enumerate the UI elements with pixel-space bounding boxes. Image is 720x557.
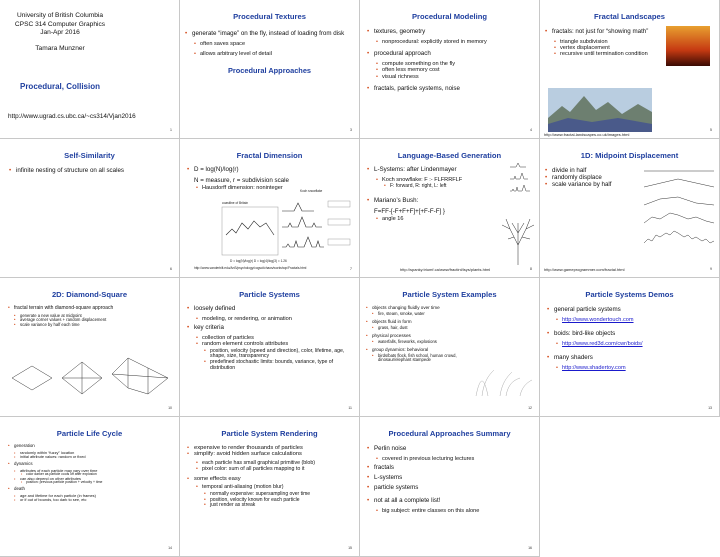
section-heading: Procedural Approaches	[227, 66, 312, 75]
bullet-list	[372, 333, 535, 338]
slide-procedural-approaches-summary	[360, 417, 540, 557]
course-date: Jan-Apr 2016	[40, 29, 80, 37]
slide-fractal-landscapes	[540, 0, 720, 139]
slide-heading: Particle Life Cycle	[56, 429, 123, 438]
bullet: • procedural approach	[374, 51, 535, 58]
bullet-continuation: N = measure, r = subdivision scale	[194, 176, 289, 184]
bullet-continuation: F=FF-[-F+F+F]+[+F-F-F] }	[374, 207, 445, 215]
sub-bullet: • initial attribute values: random or fixed	[20, 455, 175, 459]
bullet: • some effects easy	[194, 476, 355, 482]
dimension-formula: D = log(N)/log(r) D = log(4)/log(3) = 1.26	[230, 259, 287, 263]
slide-diamond-square	[0, 278, 180, 417]
bullet: • expensive to render thousands of particles	[194, 445, 355, 451]
bullet: • objects changing fluidly over time	[372, 305, 535, 310]
slide-heading: Fractal Landscapes	[594, 12, 665, 21]
source-url[interactable]: http://www.fractal-landscapes.co.uk/images.html	[544, 132, 630, 137]
lecture-title: Procedural, Collision	[19, 82, 100, 91]
sub-bullet: • nonprocedural: explicitly stored in memory	[382, 39, 535, 45]
page-number: 9	[710, 267, 712, 271]
sub-bullet: • recursive until termination condition	[560, 51, 661, 57]
bullet-list	[554, 331, 715, 338]
sub-bullet-list	[562, 341, 715, 347]
bullet-list	[554, 355, 715, 362]
fractal-tree-image	[666, 26, 710, 66]
sub-sub-bullet-list	[26, 481, 175, 485]
bullet: • textures, geometry	[374, 29, 535, 36]
sub-bullet: • modeling, or rendering, or animation	[202, 316, 353, 322]
sub-bullet: • angle 16	[382, 216, 535, 222]
sub-bullet: • compute something on the fly	[382, 61, 535, 67]
bullet: • particle systems	[374, 485, 535, 492]
slide-heading: Self-Similarity	[64, 151, 115, 160]
sub-bullet: • or if out of bounds, too dark to see, etc	[20, 498, 175, 502]
sub-bullet: • often less memory cost	[382, 67, 535, 73]
page-number: 7	[350, 267, 352, 271]
sub-sub-bullet: • color darker as particle cools off after explosion	[26, 473, 175, 477]
bullet: • fractal terrain with diamond-square approach	[14, 306, 177, 312]
bullet-list	[194, 445, 355, 458]
sub-bullet-list	[20, 451, 175, 460]
bullet-list	[554, 307, 715, 314]
bullet-list	[194, 306, 353, 313]
sub-bullet: • Koch snowflake: F :- FLFRRFLF	[382, 177, 535, 183]
bullet-list	[372, 347, 442, 352]
slide-heading: Particle System Examples	[402, 290, 497, 299]
demo-link[interactable]: • http://www.red3d.com/cwr/boids/	[562, 341, 715, 347]
bullet-list	[374, 29, 535, 36]
course-url[interactable]: http://www.ugrad.cs.ubc.ca/~cs314/Vjan2016	[8, 113, 136, 120]
sub-sub-bullet: • position, velocity (speed and direction), color, lifetime, age, shape, size, transparency	[210, 349, 353, 361]
bullet: • simplify: avoid hidden surface calculations	[194, 451, 355, 457]
koch-lsystem-figure	[508, 159, 536, 199]
bullet-list	[372, 319, 535, 324]
slide-heading: Particle Systems Demos	[585, 290, 674, 299]
slide-particle-system-examples	[360, 278, 540, 417]
sub-bullet: • can also depend on other attributes	[20, 477, 175, 481]
sub-bullet-list	[382, 508, 535, 514]
slide-heading: Language-Based Generation	[397, 151, 502, 160]
bullet-list	[374, 51, 535, 58]
bullet: • group dynamics: behavioral	[372, 347, 442, 352]
koch-construction-figure	[220, 195, 354, 257]
bullet: • objects fluid in form	[372, 319, 535, 324]
slide-particle-life-cycle	[0, 417, 180, 557]
page-number: 5	[710, 128, 712, 132]
sub-bullet: • randomly within “fuzzy” location	[20, 451, 175, 455]
bullet-list	[14, 462, 175, 467]
slide-heading: Fractal Dimension	[236, 151, 303, 160]
sub-bullet-list	[378, 312, 535, 317]
bullet-list	[374, 86, 535, 93]
sub-bullet-list	[20, 494, 175, 503]
bullet-list	[192, 31, 355, 38]
bullet: • physical processes	[372, 333, 535, 338]
page-number: 11	[348, 406, 352, 410]
sub-bullet-list	[562, 365, 715, 371]
sub-bullet-list	[382, 39, 535, 45]
sub-bullet: • visual richness	[382, 74, 535, 80]
sub-bullet-list	[562, 317, 715, 323]
slide-heading: Procedural Approaches Summary	[388, 429, 511, 438]
slide-procedural-textures	[180, 0, 360, 139]
sub-bullet: • birds/bats flock, fish school, human crowd, dinosaur/elephant stampede	[378, 354, 470, 363]
bullet: • Perlin noise	[374, 446, 535, 453]
sub-bullet: • generate a new value at midpoint	[20, 314, 177, 319]
slide-heading: 2D: Diamond-Square	[51, 290, 128, 299]
sub-bullet-list	[202, 185, 355, 191]
sub-bullet-list	[560, 39, 661, 58]
bullet: • fractals, particle systems, noise	[374, 86, 535, 93]
page-number: 10	[168, 406, 172, 410]
bullet: • key criteria	[194, 325, 353, 332]
sub-bullet: • often saves space	[200, 41, 355, 47]
sub-bullet: • grass, hair, dust	[378, 326, 535, 331]
sub-bullet: • allows arbitrary level of detail	[200, 51, 355, 57]
sub-bullet: • triangle subdivision	[560, 39, 661, 45]
page-number: 4	[530, 128, 532, 132]
particle-examples-image	[470, 366, 536, 400]
page-number: 3	[350, 128, 352, 132]
bullet: • fractals: not just for “showing math”	[552, 29, 661, 36]
sub-bullet: • waterfalls, fireworks, explosions	[378, 340, 535, 345]
sub-bullet: • random element controls attributes	[202, 341, 353, 347]
sub-bullet-list	[382, 456, 535, 462]
sub-sub-bullet: • position: previous particle position + velocity + time	[26, 481, 175, 485]
bullet-list	[14, 444, 175, 449]
slide-heading: Procedural Textures	[233, 12, 306, 21]
bush-image	[500, 215, 536, 265]
sub-bullet-list	[378, 340, 535, 345]
sub-bullet: • covered in previous lecturing lectures	[382, 456, 535, 462]
bullet: • dynamics	[14, 462, 175, 467]
sub-sub-bullet: • just render as streak	[210, 503, 355, 509]
demo-link[interactable]: • http://www.shadertoy.com	[562, 365, 715, 371]
diamond-square-figure	[8, 348, 174, 402]
bullet: • scale variance by half	[552, 182, 629, 189]
page-number: 1	[170, 128, 172, 132]
demo-link[interactable]: • http://www.wondertouch.com	[562, 317, 715, 323]
slide-language-based-generation	[360, 139, 540, 278]
sub-bullet: • temporal anti-aliasing (motion blur)	[202, 485, 355, 491]
course-name: University of British Columbia	[16, 12, 104, 19]
sub-bullet: • scale variance by half each time	[20, 323, 177, 328]
sub-sub-bullet: • position, velocity known for each particle	[210, 498, 355, 504]
slide-particle-systems-demos	[540, 278, 720, 417]
sub-bullet: • each particle has small graphical primitive (blob)	[202, 461, 355, 467]
figure-label-coastline: coastline of Britain	[222, 201, 249, 205]
bullet: • boids: bird-like objects	[554, 331, 715, 338]
bullet-list	[194, 167, 355, 174]
page-number: 15	[348, 546, 352, 550]
bullet: • generate “image” on the fly, instead of loading from disk	[192, 31, 355, 38]
bullet: • fractals	[374, 465, 535, 472]
bullet: • generation	[14, 444, 175, 449]
bullet-list	[552, 29, 661, 36]
sub-bullet-list	[202, 316, 353, 322]
bullet-list	[16, 168, 175, 175]
slide-heading: Procedural Modeling	[411, 12, 488, 21]
source-url[interactable]: http://spanky.triumf.ca/www/fractint/lsys/plants.html	[400, 267, 491, 272]
page-number: 6	[170, 267, 172, 271]
slide-self-similarity	[0, 139, 180, 278]
slide-particle-systems	[180, 278, 360, 417]
sub-bullet-list	[20, 314, 177, 328]
bullet-list	[374, 446, 535, 453]
bullet: • not at all a complete list!	[374, 498, 535, 505]
bullet: • randomly displace	[552, 175, 629, 182]
sub-bullet-list	[378, 326, 535, 331]
course-code: CPSC 314 Computer Graphics	[14, 20, 106, 28]
figure-label-koch: Koch snowflake	[300, 189, 323, 193]
bullet-list	[14, 306, 177, 312]
bullet: • general particle systems	[554, 307, 715, 314]
bullet: • divide in half	[552, 168, 629, 175]
bullet: • infinite nesting of structure on all scales	[16, 168, 175, 175]
sub-bullet: • collection of particles	[202, 335, 353, 341]
sub-bullet: • vertex displacement	[560, 45, 661, 51]
sub-sub-bullet-list	[210, 492, 355, 509]
bullet-list	[372, 305, 535, 310]
bullet: • death	[14, 487, 175, 492]
bullet: • many shaders	[554, 355, 715, 362]
sub-bullet-list	[382, 61, 535, 80]
sub-bullet: • fire, steam, smoke, water	[378, 312, 535, 317]
landscape-image	[548, 88, 652, 132]
slide-procedural-modeling	[360, 0, 540, 139]
page-number: 8	[530, 267, 532, 271]
sub-sub-bullet: • normally expensive: supersampling over time	[210, 492, 355, 498]
slide-particle-system-rendering	[180, 417, 360, 557]
midpoint-displacement-figure	[642, 161, 716, 265]
sub-sub-bullet-list	[210, 349, 353, 372]
source-url[interactable]: http://www.gameprogrammer.com/fractal.html	[544, 267, 625, 272]
bullet-list	[374, 465, 535, 505]
sub-bullet-list	[378, 354, 470, 363]
sub-sub-bullet: • predefined stochastic limits: bounds, variance, type of distribution	[210, 360, 353, 372]
sub-bullet: • average corner values + random displacement	[20, 318, 177, 323]
bullet-list	[194, 325, 353, 332]
page-number: 12	[528, 406, 532, 410]
bullet: • loosely defined	[194, 306, 353, 313]
page-number: 13	[708, 406, 712, 410]
slide-title	[0, 0, 180, 139]
bullet: • L-Systems: after Lindenmayer	[374, 167, 535, 174]
slide-heading: Particle System Rendering	[221, 429, 318, 438]
sub-bullet: • Hausdorff dimension: noninteger	[202, 185, 355, 191]
slide-fractal-dimension	[180, 139, 360, 278]
page-number: 16	[528, 546, 532, 550]
source-url[interactable]: http://www.vanderbilt.edu/AnS/psychology/cogsci/chaos/workshop/Fractals.html	[194, 266, 307, 270]
sub-bullet-list	[202, 461, 355, 473]
bullet-list	[14, 487, 175, 492]
bullet: • L-systems	[374, 475, 535, 482]
slide-heading: 1D: Midpoint Displacement	[580, 151, 679, 160]
sub-bullet: • pixel color: sum of all particles mapping to it	[202, 467, 355, 473]
sub-bullet-list	[202, 335, 353, 348]
slide-heading: Particle Systems	[239, 290, 300, 299]
sub-bullet: • big subject: entire classes on this alone	[382, 508, 535, 514]
sub-bullet: • attributes of each particle may vary over time	[20, 469, 175, 473]
sub-bullet-list	[200, 41, 355, 58]
bullet-list	[552, 168, 629, 189]
page-number: 14	[168, 546, 172, 550]
sub-bullet: • age and lifetime for each particle (in frames)	[20, 494, 175, 498]
sub-sub-bullet: • F: forward, R: right, L: left	[390, 184, 535, 190]
bullet-list	[194, 476, 355, 482]
bullet: • Mariano’s Bush:	[374, 198, 535, 205]
author-name: Tamara Munzner	[35, 44, 85, 52]
bullet: • D = log(N)/log(r)	[194, 167, 355, 174]
slide-midpoint-displacement	[540, 139, 720, 278]
